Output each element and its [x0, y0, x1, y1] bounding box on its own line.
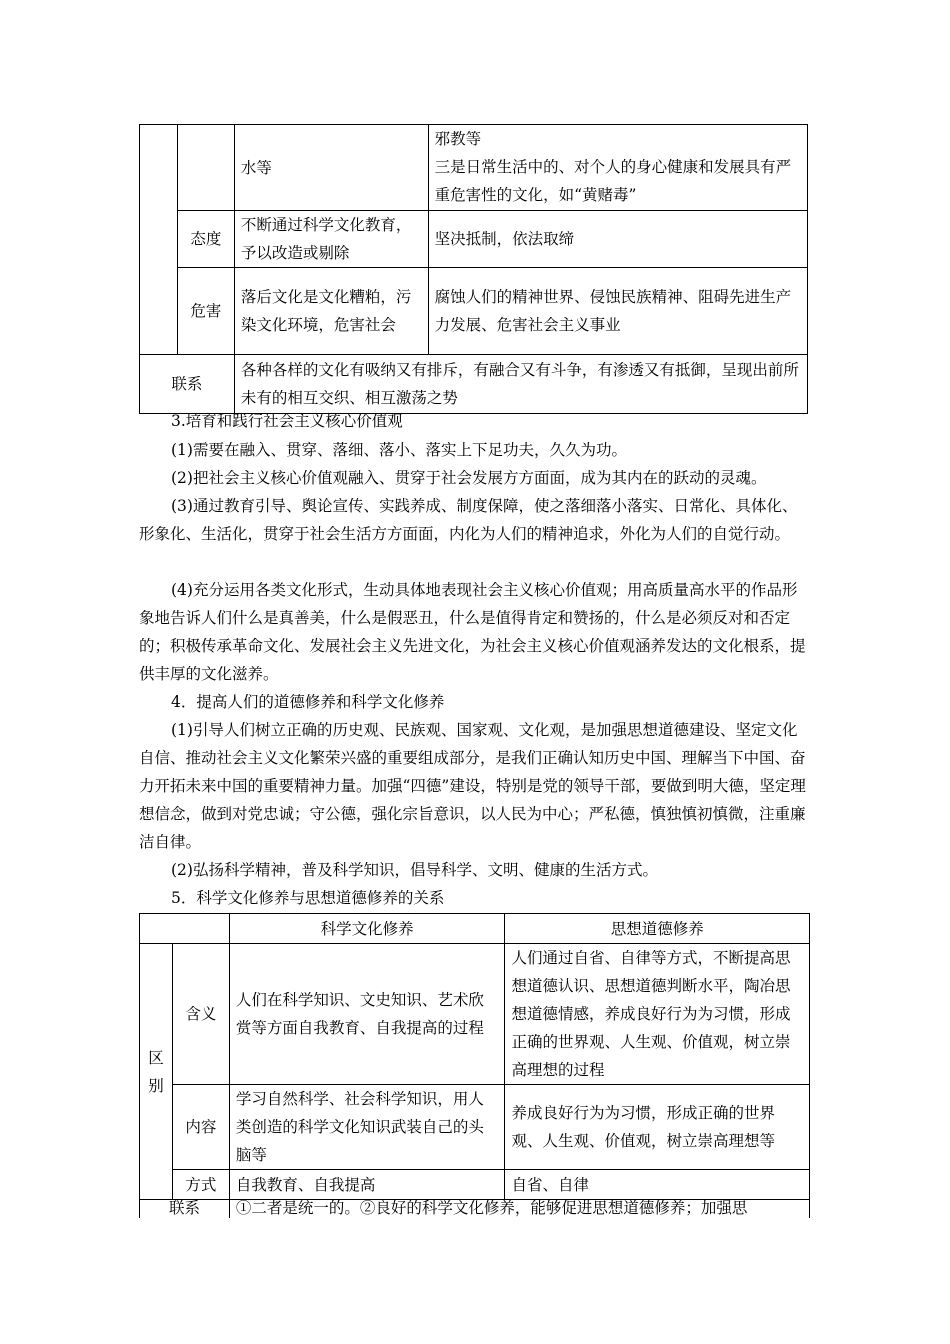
paragraph: (1)需要在融入、贯穿、落细、落小、落实上下足功夫，久久为功。	[171, 441, 627, 459]
row-label-cell: 内容	[172, 1085, 229, 1170]
paragraph: (1)引导人们树立正确的历史观、民族观、国家观、文化观，是加强思想道德建设、坚定文化自信、推动社会主义文化繁荣兴盛的重要组成部分，是我们正确认知历史中国、理解当下中国、奋力开拓未来中国的重要精神力量。加强“四德”建设，特别是党的领导干部，要做到明大德，坚定理想信念，做到对党忠诚；守公德，强化宗旨意识，以人民为中心；严私德，慎独慎初慎微，注重廉洁自律。	[139, 721, 806, 851]
table-cell: 人们通过自省、自律等方式，不断提高思想道德认识、思想道德判断水平，陶冶思想道德情感，养成良好行为为习惯，形成正确的世界观、人生观、价值观，树立崇高理想的过程	[505, 944, 810, 1085]
row-label-cell: 危害	[177, 268, 234, 355]
table-cell: 坚决抵制，依法取缔	[428, 211, 807, 268]
table-cell: 自省、自律	[505, 1170, 810, 1200]
section-heading: 3.培育和践行社会主义核心价值观	[171, 412, 403, 430]
table-row	[140, 211, 808, 268]
cultivation-comparison-table	[139, 913, 810, 1218]
table-cell: 自我教育、自我提高	[229, 1170, 505, 1200]
table-cell: 学习自然科学、社会科学知识，用人类创造的科学文化知识武装自己的头脑等	[229, 1085, 505, 1170]
column-header: 科学文化修养	[229, 914, 505, 944]
table-row	[140, 355, 808, 414]
row-label-cell: 态度	[177, 211, 234, 268]
paragraph: (3)通过教育引导、舆论宣传、实践养成、制度保障，使之落细落小落实、日常化、具体化、形象化、生活化，贯穿于社会生活方方面面，内化为人们的精神追求，外化为人们的自觉行动。	[139, 497, 798, 543]
table-cell: 邪教等 三是日常生活中的、对个人的身心健康和发展具有严重危害性的文化，如“黄赌毒”	[428, 125, 807, 211]
row-label-cell: 联系	[140, 355, 235, 414]
group-label-cell: 区 别	[140, 944, 173, 1200]
row-label-cell	[177, 125, 234, 211]
table-row	[140, 125, 808, 211]
table-cell: 各种各样的文化有吸纳又有排斥，有融合又有斗争，有渗透又有抵御，呈现出前所未有的相互交织、相互激荡之势	[234, 355, 807, 414]
column-header: 思想道德修养	[505, 914, 810, 944]
paragraph: (4)充分运用各类文化形式，生动具体地表现社会主义核心价值观；用高质量高水平的作品形象地告诉人们什么是真善美，什么是假恶丑，什么是值得肯定和赞扬的，什么是必须反对和否定的；积极传承革命文化、发展社会主义先进文化，为社会主义核心价值观涵养发达的文化根系，提供丰厚的文化滋养。	[139, 581, 806, 683]
table-cell: 不断通过科学文化教育，予以改造或剔除	[234, 211, 428, 268]
table-cell: 水等	[234, 125, 428, 211]
table-row	[140, 914, 810, 944]
row-label-cell: 含义	[172, 944, 229, 1085]
row-label-cell: 联系	[140, 1200, 230, 1218]
table-row	[140, 1170, 810, 1200]
paragraph: (2)把社会主义核心价值观融入、贯穿于社会发展方方面面，成为其内在的跃动的灵魂。	[171, 469, 767, 487]
section-heading: 4．提高人们的道德修养和科学文化修养	[171, 693, 445, 711]
culture-comparison-table	[139, 124, 808, 414]
section-heading: 5．科学文化修养与思想道德修养的关系	[171, 889, 445, 907]
table-cell: 腐蚀人们的精神世界、侵蚀民族精神、阻碍先进生产力发展、危害社会主义事业	[428, 268, 807, 355]
table-row	[140, 944, 810, 1085]
table-cell: ①二者是统一的。②良好的科学文化修养，能够促进思想道德修养；加强思	[229, 1200, 809, 1218]
corner-cell	[140, 914, 230, 944]
table-cell: 养成良好行为为习惯，形成正确的世界观、人生观、价值观，树立崇高理想等	[505, 1085, 810, 1170]
table-cell: 落后文化是文化糟粕，污染文化环境，危害社会	[234, 268, 428, 355]
table-cell: 人们在科学知识、文史知识、艺术欣赏等方面自我教育、自我提高的过程	[229, 944, 505, 1085]
row-label-cell: 方式	[172, 1170, 229, 1200]
table-row	[140, 268, 808, 355]
paragraph: (2)弘扬科学精神，普及科学知识，倡导科学、文明、健康的生活方式。	[171, 861, 658, 879]
table-row	[140, 1200, 810, 1218]
group-cell	[140, 125, 178, 355]
table-row	[140, 1085, 810, 1170]
